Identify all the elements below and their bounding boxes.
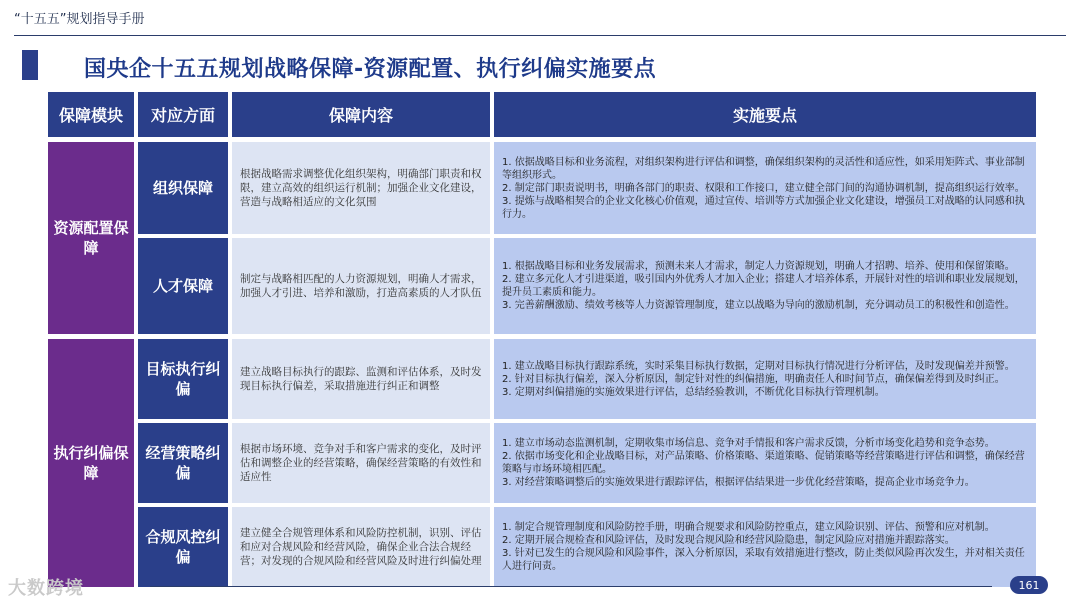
aspect-cell: 人才保障 [138,238,228,334]
key-points-cell [494,142,1036,234]
header-cell-content: 保障内容 [232,92,490,137]
header-cell-key-points: 实施要点 [494,92,1036,137]
key-points-cell [494,339,1036,419]
header-divider [14,35,1066,36]
group-resource-allocation [48,142,1040,334]
aspect-cell: 目标执行纠偏 [138,339,228,419]
key-point: 2. 针对目标执行偏差，深入分析原因，制定针对性的纠偏措施，明确责任人和时间节点，确保偏差得到及时纠正。 [502,373,1005,385]
table-row [138,238,1036,334]
content-cell: 建立健全合规管理体系和风险防控机制，识别、评估和应对合规风险和经营风险，确保企业合法合规经营；对发现的合规风险和经营风险及时进行纠偏处理 [232,507,490,587]
title-accent-bar [22,50,38,80]
key-point: 3. 针对已发生的合规风险和风险事件，深入分析原因，采取有效措施进行整改，防止类似风险再次发生，并对相关责任人进行问责。 [502,548,1025,572]
header-text: “十五五”规划指导手册 [14,12,145,27]
page-title: 国央企十五五规划战略保障-资源配置、执行纠偏实施要点 [84,57,657,82]
header-cell-aspect: 对应方面 [138,92,228,137]
key-point: 2. 定期开展合规检查和风险评估，及时发现合规风险和经营风险隐患，制定风险应对措施并跟踪落实。 [502,535,955,546]
header-cell-module: 保障模块 [48,92,134,137]
brand-logo: 大数跨境 [8,578,84,599]
aspect-cell: 经营策略纠偏 [138,423,228,503]
key-point: 2. 依据市场变化和企业战略目标，对产品策略、价格策略、渠道策略、促销策略等经营策略进行评估和调整，确保经营策略与市场环境相匹配。 [502,451,1025,475]
key-point: 1. 建立战略目标执行跟踪系统，实时采集目标执行数据，定期对目标执行情况进行分析评估，及时发现偏差并预警。 [502,360,1015,372]
key-point: 2. 建立多元化人才引进渠道，吸引国内外优秀人才加入企业；搭建人才培养体系，开展针对性的培训和职业发展规划，提升员工素质和能力。 [502,274,1025,298]
content-cell: 建立战略目标执行的跟踪、监测和评估体系，及时发现目标执行偏差，采取措施进行纠正和调整 [232,339,490,419]
key-point: 1. 根据战略目标和业务发展需求，预测未来人才需求，制定人力资源规划，明确人才招聘、培养、使用和保留策略。 [502,261,1015,272]
key-points-cell [494,507,1036,587]
key-point: 1. 建立市场动态监测机制，定期收集市场信息、竞争对手情报和客户需求反馈，分析市场变化趋势和竞争态势。 [502,438,995,449]
table-row [138,507,1036,587]
page-number-badge: 161 [1010,576,1048,594]
key-point: 1. 依据战略目标和业务流程，对组织架构进行评估和调整，确保组织架构的灵活性和适应性，如采用矩阵式、事业部制等组织形式。 [502,156,1025,181]
key-point: 2. 制定部门职责说明书，明确各部门的职责、权限和工作接口，建立健全部门间的沟通协调机制，提高组织运行效率。 [502,182,1025,194]
content-cell: 根据市场环境、竞争对手和客户需求的变化，及时评估和调整企业的经营策略，确保经营策略的有效性和适应性 [232,423,490,503]
key-point: 3. 定期对纠偏措施的实施效果进行评估，总结经验教训，不断优化目标执行管理机制。 [502,386,885,398]
key-point: 3. 提炼与战略相契合的企业文化核心价值观，通过宣传、培训等方式加强企业文化建设，增强员工对战略的认同感和执行力。 [502,195,1025,220]
group-execution-correction [48,339,1040,587]
table-row [138,142,1036,234]
aspect-cell: 合规风控纠偏 [138,507,228,587]
key-point: 1. 制定合规管理制度和风险防控手册，明确合规要求和风险防控重点，建立风险识别、评估、预警和应对机制。 [502,522,995,533]
table-row [138,423,1036,503]
key-point: 3. 对经营策略调整后的实施效果进行跟踪评估，根据评估结果进一步优化经营策略，提高企业市场竞争力。 [502,477,975,488]
key-point: 3. 完善薪酬激励、绩效考核等人力资源管理制度，建立以战略为导向的激励机制，充分调动员工的积极性和创造性。 [502,300,1015,311]
module-cell: 执行纠偏保障 [48,339,134,587]
content-cell: 制定与战略相匹配的人力资源规划，明确人才需求，加强人才引进、培养和激励，打造高素质的人才队伍 [232,238,490,334]
table-row [138,339,1036,419]
strategy-table [48,92,1040,587]
aspect-cell: 组织保障 [138,142,228,234]
table-header-row [48,92,1040,137]
key-points-cell [494,238,1036,334]
key-points-cell [494,423,1036,503]
content-cell: 根据战略需求调整优化组织架构，明确部门职责和权限，建立高效的组织运行机制；加强企业文化建设，营造与战略相适应的文化氛围 [232,142,490,234]
footer-divider [150,586,992,587]
module-cell: 资源配置保障 [48,142,134,334]
